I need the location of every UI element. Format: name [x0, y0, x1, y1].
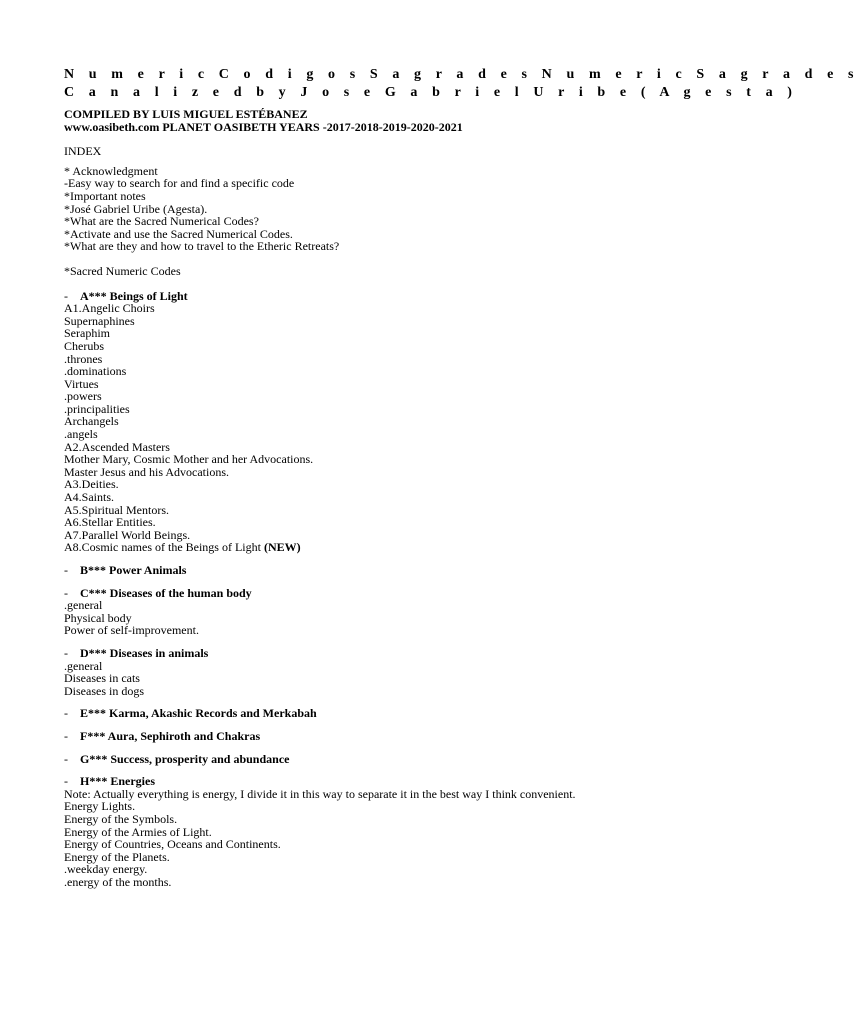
section-e-heading [64, 707, 744, 720]
index-item: *What are they and how to travel to the Etheric Retreats? [64, 239, 340, 254]
list-dash: - [64, 728, 68, 743]
list-dash: - [64, 706, 68, 721]
section-a-item-new [64, 541, 744, 554]
section-a-item: A5.Spiritual Mentors. [64, 502, 169, 517]
section-d-item: .general [64, 658, 103, 673]
section-c-item: Power of self-improvement. [64, 623, 199, 638]
list-dash: - [64, 288, 68, 303]
section-a-item: Seraphim [64, 326, 110, 341]
index-item: *Important notes [64, 188, 146, 203]
section-g-heading [64, 753, 744, 766]
section-g-title: G*** Success, prosperity and abundance [80, 751, 290, 766]
section-b-heading [64, 564, 744, 577]
section-a-item-text: A8.Cosmic names of the Beings of Light [64, 540, 264, 555]
section-a-item: .thrones [64, 351, 103, 366]
section-c-list [64, 599, 744, 637]
section-a-item: .principalities [64, 401, 130, 416]
section-a-item: .angels [64, 427, 98, 442]
section-c-heading [64, 587, 744, 600]
section-a-item: .powers [64, 389, 102, 404]
section-d-item: Diseases in cats [64, 671, 140, 686]
index-heading: INDEX [64, 144, 102, 159]
document-title-line-1: N u m e r i c C o d i g o s S a g r a d e s N u m e r i c S a g r a d e s [64, 67, 859, 82]
index-item: *José Gabriel Uribe (Agesta). [64, 201, 208, 216]
index-item: *What are the Sacred Numerical Codes? [64, 214, 259, 229]
section-h-item: Energy of Countries, Oceans and Continents. [64, 837, 281, 852]
section-a-item: Mother Mary, Cosmic Mother and her Advocations. [64, 452, 314, 467]
list-dash: - [64, 645, 68, 660]
document-page [64, 66, 859, 889]
section-a-heading [64, 290, 744, 303]
section-c-item: Physical body [64, 610, 132, 625]
section-h-item: Energy of the Planets. [64, 849, 170, 864]
section-a-item: Supernaphines [64, 313, 135, 328]
section-a-list [64, 302, 744, 554]
document-title-line-2: C a n a l i z e d b y J o s e G a b r i e l U r i b e ( A g e s t a ) [64, 84, 798, 100]
section-h-item: .weekday energy. [64, 862, 148, 877]
list-dash: - [64, 751, 68, 766]
section-d-heading [64, 647, 744, 660]
index-item: -Easy way to search for and find a specific code [64, 176, 295, 191]
section-d-list [64, 660, 744, 698]
section-b-title: B*** Power Animals [80, 563, 187, 577]
section-a-item: A6.Stellar Entities. [64, 515, 156, 530]
section-d-item: Diseases in dogs [64, 683, 144, 698]
list-dash: - [64, 774, 68, 789]
section-a-title: A*** Beings of Light [80, 288, 188, 303]
section-a-item: A4.Saints. [64, 490, 115, 505]
website-years: www.oasibeth.com PLANET OASIBETH YEARS -2017-2018-2019-2020-2021 [64, 119, 463, 134]
section-a-item: A2.Ascended Masters [64, 439, 170, 454]
section-a-item: Virtues [64, 376, 99, 391]
section-a-item: Master Jesus and his Advocations. [64, 464, 229, 479]
section-a-item: .dominations [64, 364, 127, 379]
list-dash: - [64, 585, 68, 600]
section-c-title: C*** Diseases of the human body [80, 585, 252, 600]
section-f-title: F*** Aura, Sephiroth and Chakras [80, 728, 261, 743]
section-h-heading [64, 775, 744, 788]
list-dash: - [64, 563, 68, 577]
compiled-by: COMPILED BY LUIS MIGUEL ESTÉBANEZ [64, 107, 308, 121]
index-item: *Activate and use the Sacred Numerical Codes. [64, 226, 293, 241]
section-h-note: Note: Actually everything is energy, I divide it in this way to separate it in the best way I think convenient. [64, 786, 576, 801]
section-c-item: .general [64, 598, 103, 613]
section-e-title: E*** Karma, Akashic Records and Merkabah [80, 706, 317, 721]
section-a-item: A7.Parallel World Beings. [64, 527, 191, 542]
section-a-item: A1.Angelic Choirs [64, 301, 155, 316]
sacred-codes-heading: *Sacred Numeric Codes [64, 263, 181, 278]
section-a-item: Archangels [64, 414, 119, 429]
section-h-item: Energy of the Symbols. [64, 811, 178, 826]
new-tag: (NEW) [263, 540, 301, 555]
index-item: * Acknowledgment [64, 163, 158, 178]
section-h-item: Energy Lights. [64, 799, 136, 814]
section-h-item: Energy of the Armies of Light. [64, 824, 212, 839]
section-h-title: H*** Energies [80, 774, 155, 789]
section-f-heading [64, 730, 744, 743]
section-d-title: D*** Diseases in animals [80, 645, 209, 660]
section-a-item: A3.Deities. [64, 477, 119, 492]
section-h-list [64, 788, 744, 889]
section-a-item: Cherubs [64, 338, 104, 353]
index-list [64, 165, 744, 253]
section-h-item: .energy of the months. [64, 874, 172, 889]
